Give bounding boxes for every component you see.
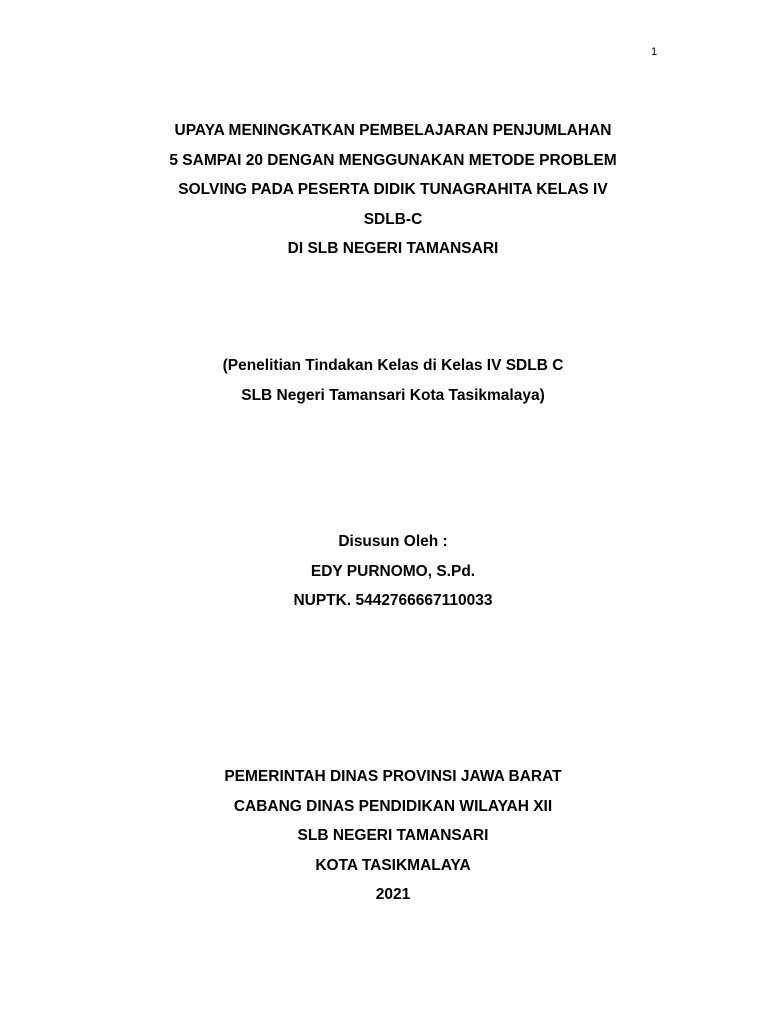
institution-line: PEMERINTAH DINAS PROVINSI JAWA BARAT — [224, 768, 562, 785]
document-title — [0, 116, 768, 264]
author-label: Disusun Oleh : — [338, 533, 448, 550]
page-number: 1 — [651, 46, 658, 58]
institution-line: CABANG DINAS PENDIDIKAN WILAYAH XII — [233, 797, 553, 815]
institution-section — [0, 762, 768, 910]
title-line: SDLB-C — [363, 210, 423, 228]
title-line: DI SLB NEGERI TAMANSARI — [287, 240, 499, 257]
author-name: EDY PURNOMO, S.Pd. — [310, 562, 476, 580]
institution-line: KOTA TASIKMALAYA — [315, 856, 471, 874]
institution-line: SLB NEGERI TAMANSARI — [297, 827, 489, 844]
subtitle-line: (Penelitian Tindakan Kelas di Kelas IV SDLB C — [222, 357, 564, 374]
author-section — [0, 527, 768, 616]
title-line: SOLVING PADA PESERTA DIDIK TUNAGRAHITA KELAS IV — [178, 181, 608, 198]
subtitle-line: SLB Negeri Tamansari Kota Tasikmalaya) — [241, 386, 545, 404]
document-year: 2021 — [375, 886, 411, 903]
title-line: UPAYA MENINGKATKAN PEMBELAJARAN PENJUMLAHAN — [174, 122, 612, 139]
document-subtitle — [0, 351, 768, 410]
author-id: NUPTK. 5442766667110033 — [293, 592, 493, 609]
title-line: 5 SAMPAI 20 DENGAN MENGGUNAKAN METODE PROBLEM — [169, 151, 617, 169]
